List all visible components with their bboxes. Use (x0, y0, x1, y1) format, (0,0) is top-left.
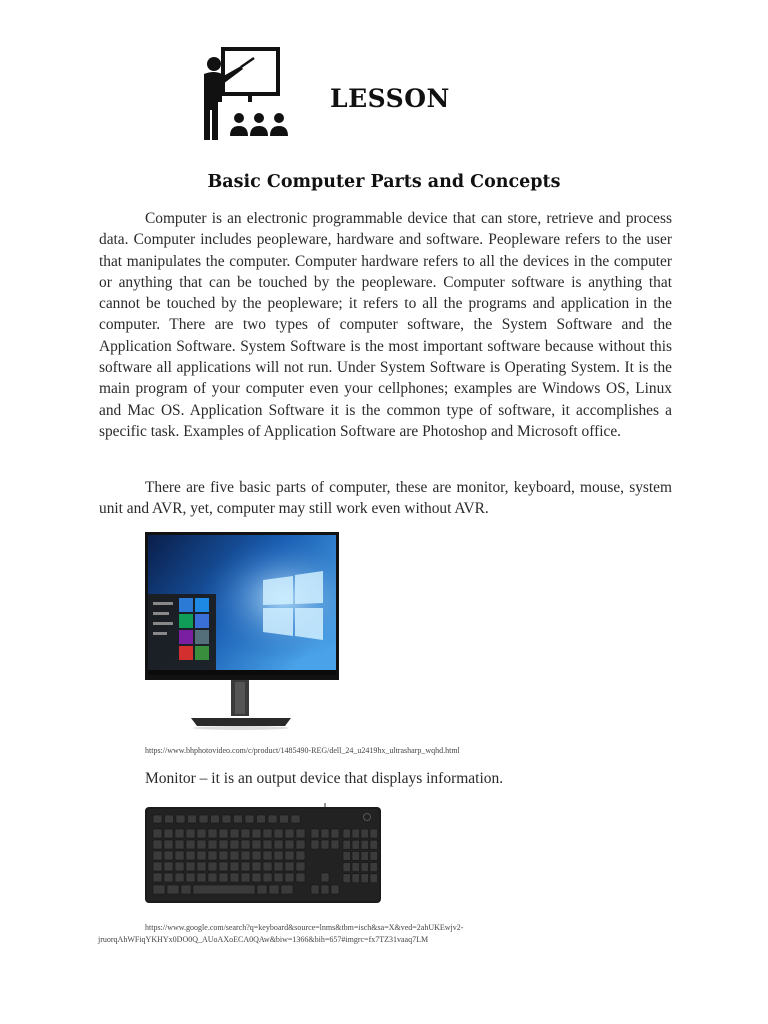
keyboard-key (343, 851, 351, 860)
keyboard-key (153, 815, 162, 823)
keyboard-key (370, 863, 378, 872)
keyboard-key (285, 851, 294, 860)
keyboard-key (285, 862, 294, 871)
keyboard-key (153, 873, 162, 882)
keyboard-key (321, 829, 329, 838)
keyboard-key (252, 840, 261, 849)
keyboard-key (186, 840, 195, 849)
keyboard-key (361, 851, 369, 860)
keyboard-key (263, 829, 272, 838)
keyboard-key (230, 840, 239, 849)
keyboard-key (311, 829, 319, 838)
keyboard-key (241, 851, 250, 860)
keyboard-key (181, 885, 191, 894)
keyboard-key (176, 815, 185, 823)
keyboard-key (153, 851, 162, 860)
keyboard-key (208, 873, 217, 882)
keyboard-key (197, 862, 206, 871)
keyboard-key (252, 862, 261, 871)
keyboard-key (280, 815, 289, 823)
keyboard-key (197, 851, 206, 860)
keyboard-key (352, 829, 360, 838)
keyboard-key (285, 840, 294, 849)
keyboard-key (331, 829, 339, 838)
keyboard-source-url-line2[interactable]: jruorqAhWFiqYKHYx0DO0Q_AUoAXoECA0QAw&biw=1366&bih=657#imgrc=fx7TZ31vaaq7LM (98, 935, 429, 944)
keyboard-key (263, 840, 272, 849)
keyboard-key (331, 840, 339, 849)
monitor-image (145, 532, 341, 732)
keyboard-key (257, 885, 267, 894)
keyboard-key (186, 873, 195, 882)
keyboard-key (230, 862, 239, 871)
keyboard-key (164, 873, 173, 882)
lesson-heading: LESSON (330, 84, 450, 113)
keyboard-key (268, 815, 277, 823)
teacher-presentation-icon (196, 44, 296, 144)
keyboard-key (343, 829, 351, 838)
keyboard-key (199, 815, 208, 823)
keyboard-key (175, 862, 184, 871)
keyboard-key (361, 863, 369, 872)
keyboard-key (361, 840, 369, 849)
monitor-caption: Monitor – it is an output device that displays information. (145, 770, 504, 787)
keyboard-key (296, 829, 305, 838)
keyboard-key (175, 851, 184, 860)
keyboard-key (321, 885, 329, 894)
keyboard-key (285, 829, 294, 838)
keyboard-key (175, 840, 184, 849)
keyboard-key (274, 840, 283, 849)
keyboard-key (274, 862, 283, 871)
keyboard-key (219, 829, 228, 838)
keyboard-key (175, 873, 184, 882)
keyboard-key (241, 840, 250, 849)
keyboard-key (165, 815, 174, 823)
keyboard-image (143, 803, 383, 907)
keyboard-key (343, 863, 351, 872)
keyboard-key (164, 851, 173, 860)
keyboard-key (296, 862, 305, 871)
keyboard-key (352, 874, 360, 883)
keyboard-key (296, 873, 305, 882)
keyboard-key (208, 829, 217, 838)
keyboard-key (219, 862, 228, 871)
keyboard-key (343, 874, 351, 883)
keyboard-key (153, 829, 162, 838)
keyboard-key (164, 840, 173, 849)
keyboard-key (352, 863, 360, 872)
keyboard-key (153, 840, 162, 849)
keyboard-key (352, 840, 360, 849)
keyboard-key (263, 873, 272, 882)
keyboard-key (281, 885, 293, 894)
keyboard-key (370, 840, 378, 849)
keyboard-key (361, 874, 369, 883)
keyboard-key (311, 840, 319, 849)
keyboard-key (343, 840, 351, 849)
keyboard-key (252, 829, 261, 838)
keyboard-key (274, 851, 283, 860)
keyboard-key (321, 840, 329, 849)
keyboard-key (352, 851, 360, 860)
keyboard-key (230, 873, 239, 882)
keyboard-key (153, 885, 165, 894)
keyboard-key (370, 829, 378, 838)
keyboard-key (164, 829, 173, 838)
keyboard-key (186, 862, 195, 871)
keyboard-key (219, 840, 228, 849)
keyboard-key (252, 873, 261, 882)
keyboard-key (263, 862, 272, 871)
keyboard-key (252, 851, 261, 860)
keyboard-key (291, 815, 300, 823)
keyboard-key (197, 829, 206, 838)
keyboard-source-url-line1[interactable]: https://www.google.com/search?q=keyboard&source=lnms&tbm=isch&sa=X&ved=2ahUKEwjv2- (145, 923, 464, 932)
keyboard-key (285, 873, 294, 882)
keyboard-key (370, 851, 378, 860)
keyboard-key (241, 873, 250, 882)
keyboard-key (208, 840, 217, 849)
keyboard-key (197, 873, 206, 882)
parts-paragraph: There are five basic parts of computer, these are monitor, keyboard, mouse, system unit and AVR, yet, computer may still work even without AVR. (99, 479, 672, 518)
keyboard-key (186, 851, 195, 860)
keyboard-key (311, 885, 319, 894)
keyboard-key (241, 829, 250, 838)
keyboard-key (274, 829, 283, 838)
keyboard-key (296, 840, 305, 849)
keyboard-key (263, 851, 272, 860)
monitor-source-url[interactable]: https://www.bhphotovideo.com/c/product/1485490-REG/dell_24_u2419hx_ultrasharp_wqhd.html (145, 746, 460, 755)
keyboard-key (269, 885, 279, 894)
keyboard-key (257, 815, 266, 823)
keyboard-key (188, 815, 197, 823)
keyboard-key (230, 851, 239, 860)
keyboard-key (164, 862, 173, 871)
keyboard-key (230, 829, 239, 838)
keyboard-key (222, 815, 231, 823)
keyboard-key (370, 874, 378, 883)
keyboard-key (208, 862, 217, 871)
keyboard-key (361, 829, 369, 838)
keyboard-key (296, 851, 305, 860)
keyboard-key (186, 829, 195, 838)
keyboard-key (245, 815, 254, 823)
keyboard-key (219, 851, 228, 860)
keyboard-key (153, 862, 162, 871)
keyboard-key (175, 829, 184, 838)
section-title: Basic Computer Parts and Concepts (207, 172, 561, 192)
keyboard-key (274, 873, 283, 882)
keyboard-key (219, 873, 228, 882)
keyboard-key (197, 840, 206, 849)
intro-paragraph: Computer is an electronic programmable device that can store, retrieve and process data. Computer includes peopleware, hardware and software. Peopleware refers to the user that manipulates the computer. Computer hardware refers to all the devices in the computer or anything that can be touched by the peopleware. Computer software is anything that cannot be touched by the peopleware; it refers to all the programs and application in the computer. There are two types of computer software, the System Software and the Application Software. System Software is the most important software because without this software all applications will not run. Under System Software is Operating System. It is the main program of your computer even your cellphones; examples are Windows OS, Linux and Mac OS. Application Software it is the common type of software, it accomplishes a specific task. Examples of Application Software are Photoshop and Microsoft office. (99, 210, 672, 440)
keyboard-key (241, 862, 250, 871)
keyboard-key (234, 815, 243, 823)
keyboard-key (211, 815, 220, 823)
keyboard-key (208, 851, 217, 860)
keyboard-key (321, 873, 329, 882)
keyboard-key (331, 885, 339, 894)
keyboard-key (167, 885, 179, 894)
